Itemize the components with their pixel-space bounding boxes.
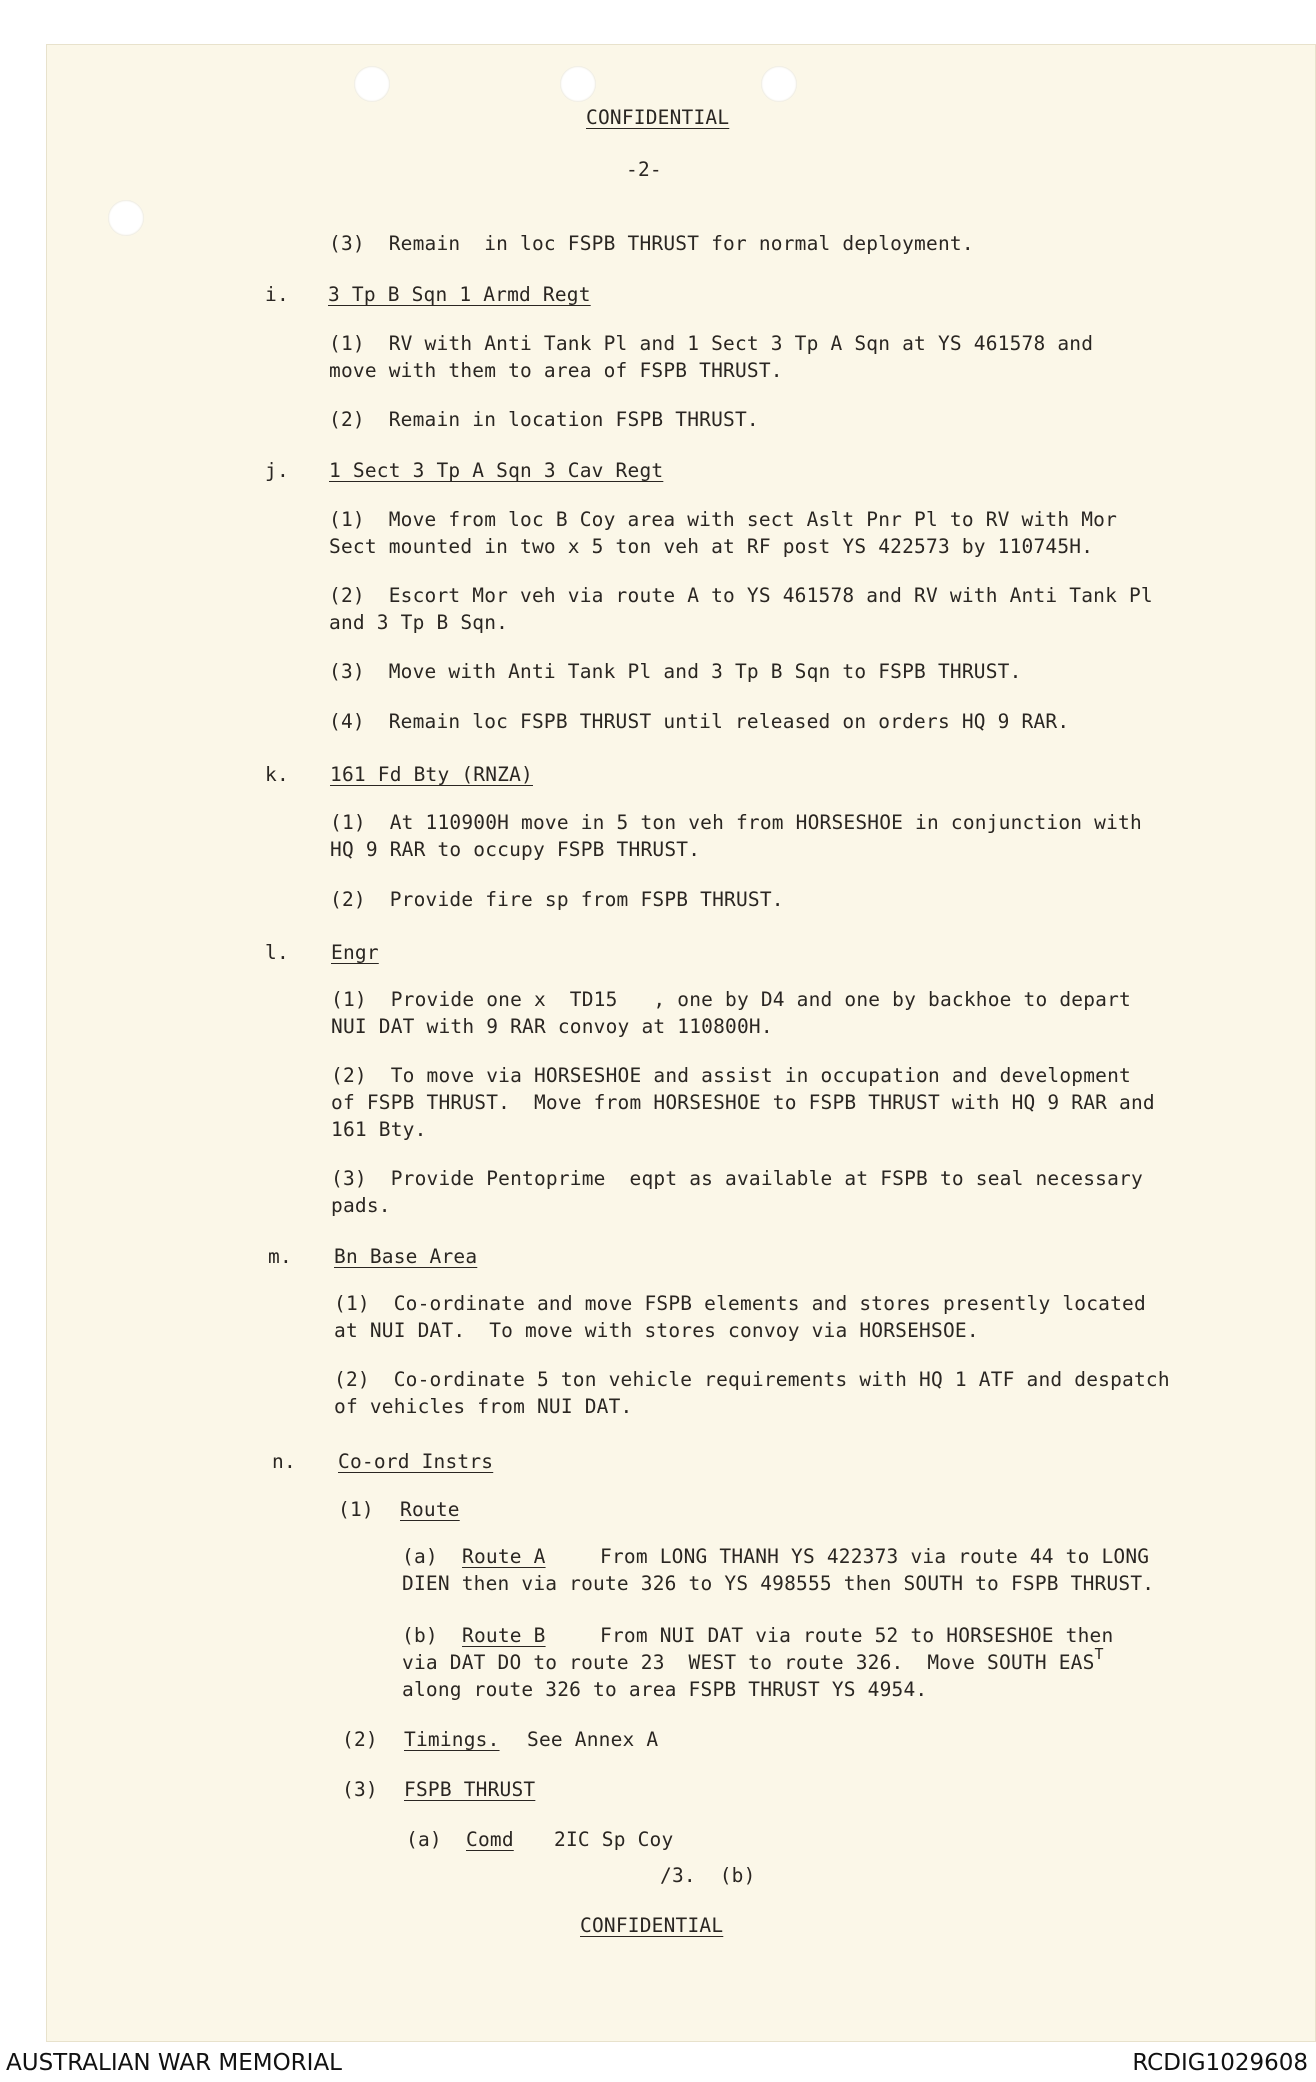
- paragraph-title: Engr: [331, 941, 379, 964]
- paragraph-letter: m.: [268, 1245, 292, 1268]
- punch-hole: [560, 66, 596, 102]
- paragraph: [402, 1645, 1104, 1678]
- paragraph: (2) Co-ordinate 5 ton vehicle requirements with HQ 1 ATF and despatch: [334, 1368, 1170, 1391]
- paragraph: (3) Provide Pentoprime eqpt as available at FSPB to seal necessary: [331, 1167, 1143, 1190]
- punch-hole: [354, 66, 390, 102]
- paragraph: and 3 Tp B Sqn.: [329, 611, 509, 634]
- continuation-marker: /3. (b): [660, 1864, 756, 1887]
- paragraph: 2IC Sp Coy: [554, 1828, 674, 1851]
- classification-footer: CONFIDENTIAL: [580, 1914, 724, 1937]
- paragraph: From NUI DAT via route 52 to HORSESHOE then: [600, 1624, 1114, 1647]
- paragraph: (2) Remain in location FSPB THRUST.: [329, 408, 759, 431]
- paragraph-letter: n.: [272, 1450, 296, 1473]
- subparagraph-title: FSPB THRUST: [404, 1778, 536, 1801]
- paragraph: along route 326 to area FSPB THRUST YS 4954.: [402, 1678, 928, 1701]
- item-number: (b): [402, 1624, 438, 1647]
- paragraph: HQ 9 RAR to occupy FSPB THRUST.: [330, 838, 701, 861]
- paragraph: (2) Provide fire sp from FSPB THRUST.: [330, 888, 784, 911]
- subparagraph-number: (1): [338, 1498, 374, 1521]
- paragraph: move with them to area of FSPB THRUST.: [329, 359, 783, 382]
- archive-name: AUSTRALIAN WAR MEMORIAL: [6, 2050, 342, 2076]
- paragraph-letter: l.: [265, 941, 289, 964]
- paragraph: NUI DAT with 9 RAR convoy at 110800H.: [331, 1015, 773, 1038]
- classification-header: CONFIDENTIAL: [586, 106, 730, 129]
- paragraph: (2) To move via HORSESHOE and assist in occupation and development: [331, 1064, 1131, 1087]
- paragraph-letter: k.: [265, 763, 289, 786]
- paragraph: (4) Remain loc FSPB THRUST until released on orders HQ 9 RAR.: [329, 710, 1070, 733]
- paragraph: (1) RV with Anti Tank Pl and 1 Sect 3 Tp A Sqn at YS 461578 and: [329, 332, 1094, 355]
- subparagraph-number: (3): [342, 1778, 378, 1801]
- paragraph-title: 1 Sect 3 Tp A Sqn 3 Cav Regt: [329, 459, 664, 482]
- paragraph-text: via DAT DO to route 23 WEST to route 326. Move SOUTH EAS: [402, 1651, 1095, 1674]
- paragraph-title: 3 Tp B Sqn 1 Armd Regt: [328, 283, 591, 306]
- paragraph: (1) Provide one x TD15 , one by D4 and one by backhoe to depart: [331, 988, 1131, 1011]
- paragraph: (1) At 110900H move in 5 ton veh from HORSESHOE in conjunction with: [330, 811, 1142, 834]
- item-title: Comd: [466, 1828, 514, 1851]
- paragraph-title: Bn Base Area: [334, 1245, 478, 1268]
- paragraph: pads.: [331, 1194, 391, 1217]
- paragraph-letter: i.: [265, 283, 289, 306]
- paragraph: 161 Bty.: [331, 1118, 427, 1141]
- paragraph-title: Co-ord Instrs: [338, 1450, 494, 1473]
- paragraph: of FSPB THRUST. Move from HORSESHOE to FSPB THRUST with HQ 9 RAR and: [331, 1091, 1155, 1114]
- subparagraph-title: Timings.: [404, 1728, 500, 1751]
- paragraph-letter: j.: [265, 459, 289, 482]
- item-number: (a): [406, 1828, 442, 1851]
- paragraph: (1) Co-ordinate and move FSPB elements and stores presently located: [334, 1292, 1146, 1315]
- paragraph: of vehicles from NUI DAT.: [334, 1395, 633, 1418]
- paragraph: at NUI DAT. To move with stores convoy via HORSEHSOE.: [334, 1319, 979, 1342]
- item-title: Route B: [462, 1624, 546, 1647]
- subparagraph-number: (2): [342, 1728, 378, 1751]
- punch-hole: [108, 200, 144, 236]
- subparagraph-title: Route: [400, 1498, 460, 1521]
- paragraph: DIEN then via route 326 to YS 498555 then SOUTH to FSPB THRUST.: [402, 1572, 1155, 1595]
- paragraph: From LONG THANH YS 422373 via route 44 to LONG: [600, 1545, 1150, 1568]
- paragraph: (3) Remain in loc FSPB THRUST for normal deployment.: [329, 232, 974, 255]
- paragraph: Sect mounted in two x 5 ton veh at RF post YS 422573 by 110745H.: [329, 535, 1094, 558]
- paragraph: (2) Escort Mor veh via route A to YS 461578 and RV with Anti Tank Pl: [329, 584, 1153, 607]
- paragraph-title: 161 Fd Bty (RNZA): [330, 763, 533, 786]
- item-title: Route A: [462, 1545, 546, 1568]
- superscript-letter: T: [1094, 1645, 1104, 1663]
- item-number: (a): [402, 1545, 438, 1568]
- paragraph: See Annex A: [527, 1728, 659, 1751]
- paragraph: (1) Move from loc B Coy area with sect Aslt Pnr Pl to RV with Mor: [329, 508, 1118, 531]
- archive-record-id: RCDIG1029608: [1132, 2050, 1308, 2076]
- page-number: -2-: [626, 158, 662, 181]
- punch-hole: [761, 66, 797, 102]
- paragraph: (3) Move with Anti Tank Pl and 3 Tp B Sqn to FSPB THRUST.: [329, 660, 1022, 683]
